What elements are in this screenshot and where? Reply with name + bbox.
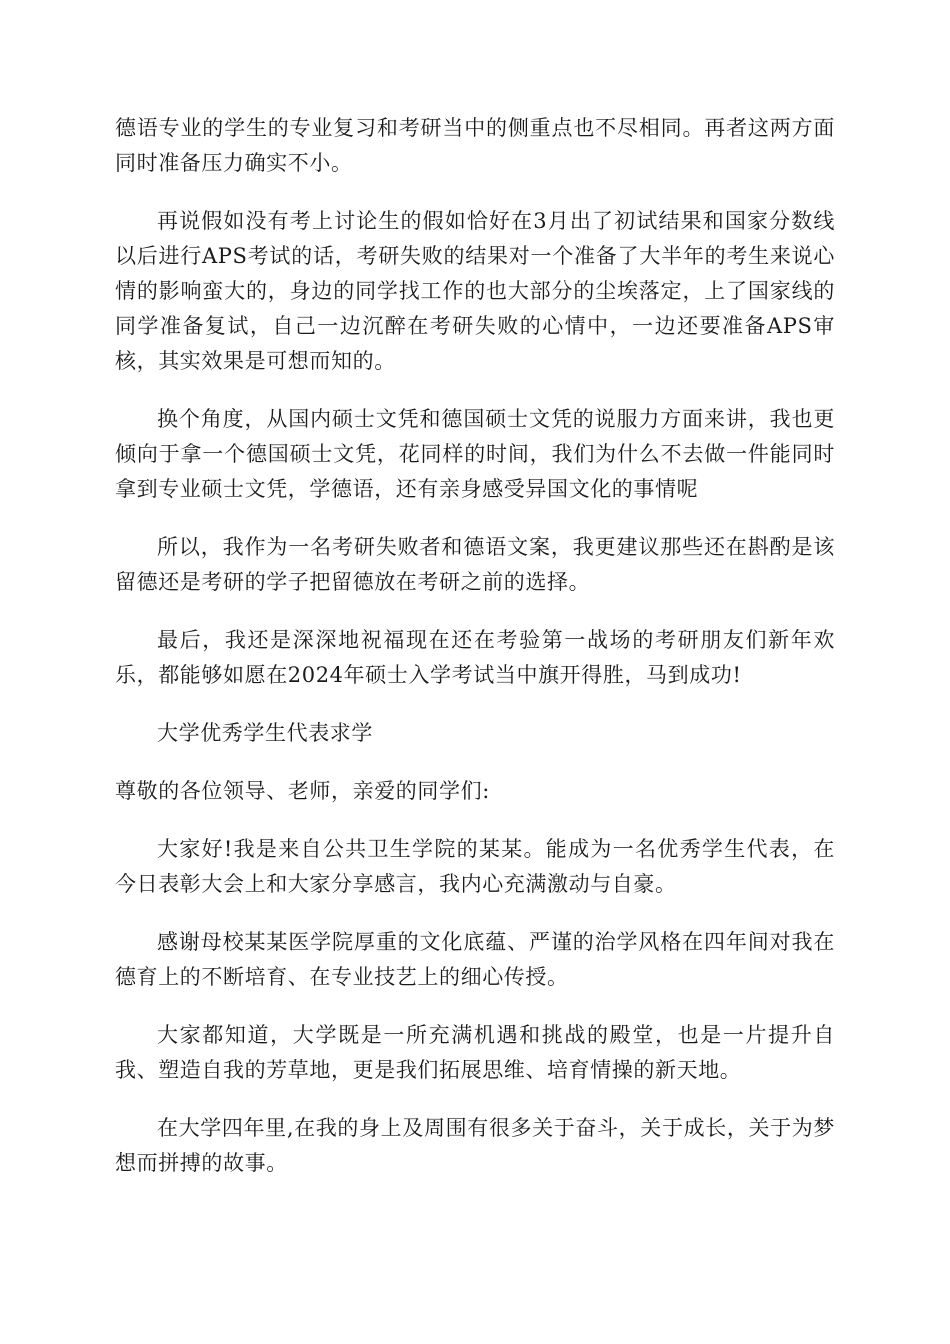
paragraph-aps-timing: 再说假如没有考上讨论生的假如恰好在3月出了初试结果和国家分数线以后进行APS考试的话，考研失败的结果对一个准备了大半年的考生来说心情的影响蛮大的，身边的同学找工作的也大部分的尘埃落定，上了国家线的同学准备复试，自己一边沉醉在考研失败的心情中，一边还要准备APS审核，其实效果是可想而知的。 [115,209,835,373]
paragraph-gratitude: 感谢母校某某医学院厚重的文化底蕴、严谨的治学风格在四年间对我在德育上的不断培育、在专业技艺上的细心传授。 [115,930,835,989]
paragraph-four-years: 在大学四年里,在我的身上及周围有很多关于奋斗，关于成长，关于为梦想而拼搏的故事。 [115,1116,835,1175]
paragraph-continuation: 德语专业的学生的专业复习和考研当中的侧重点也不尽相同。再者这两方面同时准备压力确实不小。 [115,116,835,175]
paragraph-university: 大家都知道，大学既是一所充满机遇和挑战的殿堂，也是一片提升自我、塑造自我的芳草地，更是我们拓展思维、培育情操的新天地。 [115,1023,835,1082]
paragraph-recommendation: 所以，我作为一名考研失败者和德语文案，我更建议那些还在斟酌是该留德还是考研的学子把留德放在考研之前的选择。 [115,535,835,594]
section-heading: 大学优秀学生代表求学 [157,721,373,745]
salutation: 尊敬的各位领导、老师，亲爱的同学们: [115,779,490,803]
paragraph-greeting: 大家好!我是来自公共卫生学院的某某。能成为一名优秀学生代表，在今日表彰大会上和大家分享感言，我内心充满激动与自豪。 [115,837,835,896]
document-body [115,111,835,1204]
paragraph-blessing: 最后，我还是深深地祝福现在还在考验第一战场的考研朋友们新年欢乐，都能够如愿在2024年硕士入学考试当中旗开得胜，马到成功! [115,628,835,687]
paragraph-diploma-comparison: 换个角度，从国内硕士文凭和德国硕士文凭的说服力方面来讲，我也更倾向于拿一个德国硕士文凭，花同样的时间，我们为什么不去做一件能同时拿到专业硕士文凭，学德语，还有亲身感受异国文化的事情呢 [115,407,835,501]
